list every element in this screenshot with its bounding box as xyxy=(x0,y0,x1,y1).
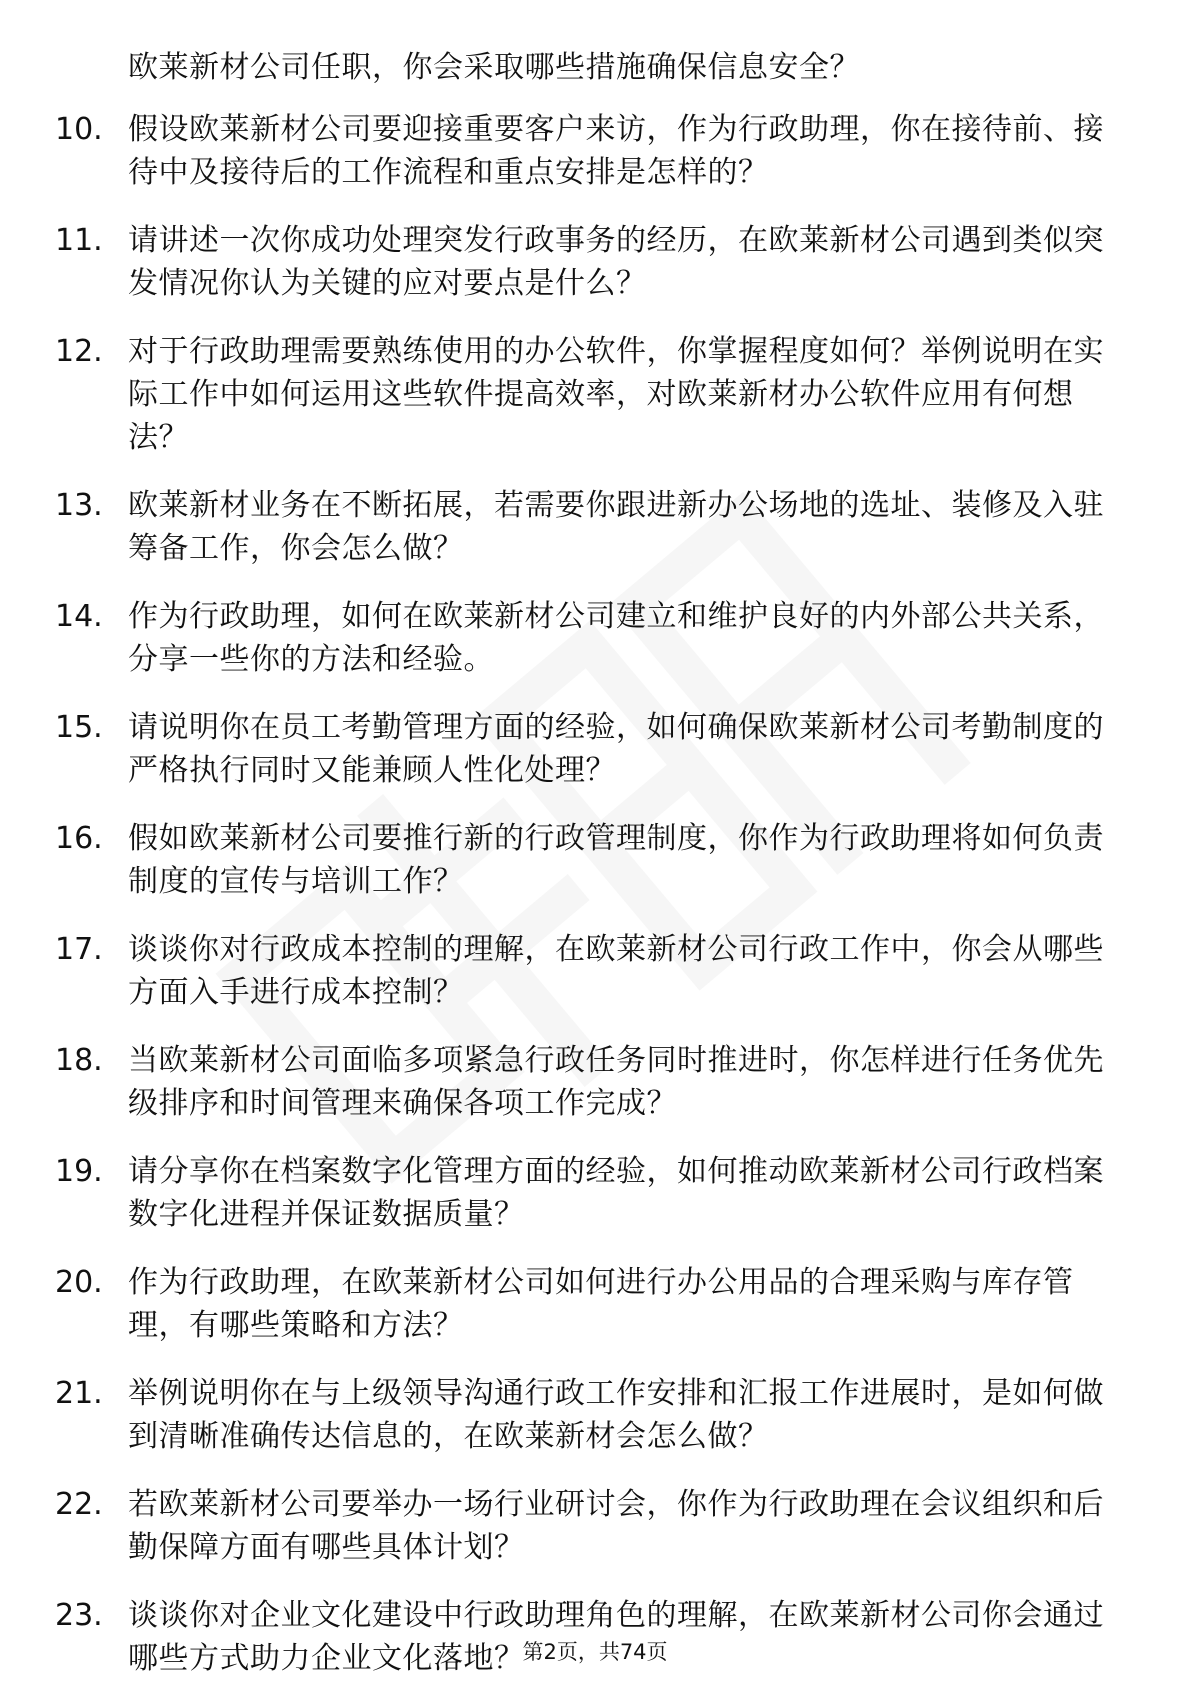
question-number: 21. xyxy=(55,1376,103,1411)
question-number: 12. xyxy=(55,334,103,369)
question-item xyxy=(55,928,1115,1014)
question-number: 17. xyxy=(55,932,103,967)
question-text: 请讲述一次你成功处理突发行政事务的经历，在欧莱新材公司遇到类似突发情况你认为关键的应对要点是什么？ xyxy=(128,223,1104,301)
question-item xyxy=(55,706,1115,792)
question-item xyxy=(55,1261,1115,1347)
question-number: 20. xyxy=(55,1265,103,1300)
question-item xyxy=(55,1039,1115,1125)
question-number: 19. xyxy=(55,1154,103,1189)
question-text: 若欧莱新材公司要举办一场行业研讨会，你作为行政助理在会议组织和后勤保障方面有哪些具体计划？ xyxy=(128,1487,1104,1565)
question-text: 举例说明你在与上级领导沟通行政工作安排和汇报工作进展时，是如何做到清晰准确传达信息的，在欧莱新材会怎么做？ xyxy=(128,1376,1104,1454)
question-text: 请分享你在档案数字化管理方面的经验，如何推动欧莱新材公司行政档案数字化进程并保证数据质量？ xyxy=(128,1154,1104,1232)
question-item xyxy=(55,595,1115,681)
question-text: 请说明你在员工考勤管理方面的经验，如何确保欧莱新材公司考勤制度的严格执行同时又能兼顾人性化处理？ xyxy=(128,710,1104,788)
question-number: 18. xyxy=(55,1043,103,1078)
continued-question-text: 欧莱新材公司任职，你会采取哪些措施确保信息安全？ xyxy=(128,50,860,85)
question-item xyxy=(55,330,1115,459)
page-footer: 第2页，共74页 xyxy=(522,1640,668,1664)
question-text: 假如欧莱新材公司要推行新的行政管理制度，你作为行政助理将如何负责制度的宣传与培训工作？ xyxy=(128,821,1104,899)
question-number: 16. xyxy=(55,821,103,856)
question-number: 13. xyxy=(55,488,103,523)
question-item xyxy=(55,1372,1115,1458)
question-item xyxy=(55,1150,1115,1236)
question-list xyxy=(55,108,1115,1705)
question-number: 15. xyxy=(55,710,103,745)
question-text: 欧莱新材业务在不断拓展，若需要你跟进新办公场地的选址、装修及入驻筹备工作，你会怎么做？ xyxy=(128,488,1104,566)
question-item xyxy=(55,817,1115,903)
question-text: 作为行政助理，如何在欧莱新材公司建立和维护良好的内外部公共关系，分享一些你的方法和经验。 xyxy=(128,599,1104,677)
question-item xyxy=(55,1483,1115,1569)
question-number: 22. xyxy=(55,1487,103,1522)
question-number: 23. xyxy=(55,1598,103,1633)
question-text: 谈谈你对企业文化建设中行政助理角色的理解，在欧莱新材公司你会通过哪些方式助力企业文化落地？ xyxy=(128,1598,1104,1676)
question-number: 11. xyxy=(55,223,103,258)
question-text: 作为行政助理，在欧莱新材公司如何进行办公用品的合理采购与库存管理，有哪些策略和方法？ xyxy=(128,1265,1074,1343)
question-number: 14. xyxy=(55,599,103,634)
question-text: 当欧莱新材公司面临多项紧急行政任务同时推进时，你怎样进行任务优先级排序和时间管理来确保各项工作完成？ xyxy=(128,1043,1104,1121)
question-text: 对于行政助理需要熟练使用的办公软件，你掌握程度如何？举例说明在实际工作中如何运用这些软件提高效率，对欧莱新材办公软件应用有何想法？ xyxy=(128,334,1104,455)
question-text: 假设欧莱新材公司要迎接重要客户来访，作为行政助理，你在接待前、接待中及接待后的工作流程和重点安排是怎样的？ xyxy=(128,112,1104,190)
question-item xyxy=(55,219,1115,305)
question-item xyxy=(55,484,1115,570)
question-item xyxy=(55,108,1115,194)
question-number: 10. xyxy=(55,112,103,147)
question-text: 谈谈你对行政成本控制的理解，在欧莱新材公司行政工作中，你会从哪些方面入手进行成本控制？ xyxy=(128,932,1104,1010)
